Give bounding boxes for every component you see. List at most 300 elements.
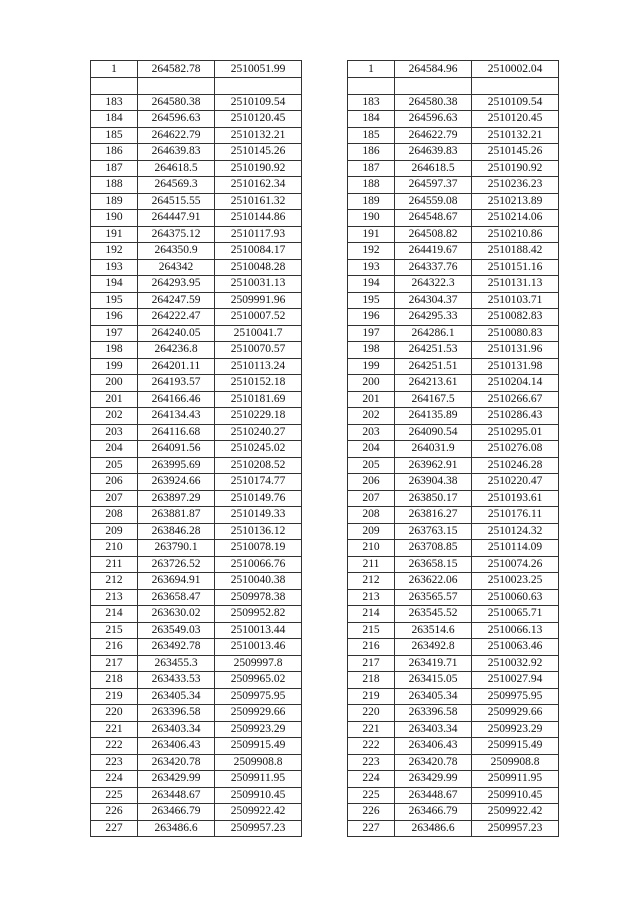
table-row [348,441,559,458]
y-coordinate-cell: 2510109.54 [215,94,302,111]
point-number-cell: 227 [348,820,395,837]
table-row [348,804,559,821]
point-number-cell: 194 [348,276,395,293]
y-coordinate-cell: 2510245.02 [215,441,302,458]
x-coordinate-cell: 264419.67 [395,243,472,260]
point-number-cell: 196 [91,309,138,326]
x-coordinate-cell: 263658.15 [395,556,472,573]
point-number-cell: 210 [91,540,138,557]
table-row [348,639,559,656]
x-coordinate-cell: 264569.3 [138,177,215,194]
y-coordinate-cell: 2510176.11 [472,507,559,524]
table-row [91,408,302,425]
table-row [348,111,559,128]
table-row [91,210,302,227]
table-row [91,490,302,507]
table-row [348,226,559,243]
point-number-cell: 214 [348,606,395,623]
blank-row [348,78,559,95]
x-coordinate-cell: 264508.82 [395,226,472,243]
y-coordinate-cell: 2510041.7 [215,325,302,342]
y-coordinate-cell: 2510161.32 [215,193,302,210]
table-row [348,705,559,722]
point-number-cell: 208 [348,507,395,524]
table-row [348,721,559,738]
y-coordinate-cell: 2510131.96 [472,342,559,359]
y-coordinate-cell: 2510048.28 [215,259,302,276]
table-row [91,655,302,672]
x-coordinate-cell: 263790.1 [138,540,215,557]
x-coordinate-cell: 264639.83 [395,144,472,161]
point-number-cell: 211 [91,556,138,573]
table-row [91,127,302,144]
x-coordinate-cell: 264247.59 [138,292,215,309]
point-number-cell: 214 [91,606,138,623]
point-number-cell: 196 [348,309,395,326]
y-coordinate-cell: 2510074.26 [472,556,559,573]
point-number-cell: 209 [91,523,138,540]
point-number-cell: 184 [91,111,138,128]
table-row [91,292,302,309]
y-coordinate-cell: 2510266.67 [472,391,559,408]
y-coordinate-cell: 2510131.13 [472,276,559,293]
x-coordinate-cell: 264515.55 [138,193,215,210]
x-coordinate-cell: 264584.96 [395,61,472,78]
point-number-cell: 223 [91,754,138,771]
table-row [348,457,559,474]
table-row [91,474,302,491]
table-row [348,342,559,359]
y-coordinate-cell: 2510082.83 [472,309,559,326]
x-coordinate-cell: 263405.34 [138,688,215,705]
point-number-cell: 212 [348,573,395,590]
table-row [91,457,302,474]
x-coordinate-cell: 263549.03 [138,622,215,639]
table-row [348,771,559,788]
point-number-cell: 213 [348,589,395,606]
table-row [91,325,302,342]
y-coordinate-cell: 2509923.29 [215,721,302,738]
table-row [91,523,302,540]
x-coordinate-cell: 263897.29 [138,490,215,507]
x-coordinate-cell: 263406.43 [395,738,472,755]
point-number-cell: 199 [348,358,395,375]
y-coordinate-cell: 2510149.33 [215,507,302,524]
x-coordinate-cell: 263514.6 [395,622,472,639]
table-row [348,787,559,804]
left-coordinate-table [90,60,302,837]
x-coordinate-cell: 264639.83 [138,144,215,161]
y-coordinate-cell: 2510040.38 [215,573,302,590]
point-number-cell: 226 [91,804,138,821]
point-number-cell: 219 [91,688,138,705]
y-coordinate-cell: 2510013.44 [215,622,302,639]
x-coordinate-cell: 263995.69 [138,457,215,474]
table-row [91,243,302,260]
x-coordinate-cell: 263486.6 [138,820,215,837]
point-number-cell: 212 [91,573,138,590]
point-number-cell: 197 [91,325,138,342]
table-row [91,177,302,194]
x-coordinate-cell: 263565.57 [395,589,472,606]
point-number-cell: 190 [348,210,395,227]
x-coordinate-cell: 264322.3 [395,276,472,293]
x-coordinate-cell: 264090.54 [395,424,472,441]
point-number-cell: 217 [348,655,395,672]
x-coordinate-cell: 264375.12 [138,226,215,243]
x-coordinate-cell: 264201.11 [138,358,215,375]
x-coordinate-cell: 264293.95 [138,276,215,293]
point-number-cell: 204 [348,441,395,458]
table-row [348,276,559,293]
y-coordinate-cell: 2509952.82 [215,606,302,623]
x-coordinate-cell: 263396.58 [138,705,215,722]
x-coordinate-cell: 263466.79 [138,804,215,821]
point-number-cell: 200 [91,375,138,392]
table-row [91,705,302,722]
x-coordinate-cell: 263763.15 [395,523,472,540]
x-coordinate-cell: 264582.78 [138,61,215,78]
point-number-cell: 186 [91,144,138,161]
table-row [348,754,559,771]
x-coordinate-cell: 264596.63 [138,111,215,128]
point-number-cell: 225 [348,787,395,804]
x-coordinate-cell: 264337.76 [395,259,472,276]
y-coordinate-cell: 2510193.61 [472,490,559,507]
y-coordinate-cell: 2510013.46 [215,639,302,656]
point-number-cell: 191 [348,226,395,243]
point-number-cell: 213 [91,589,138,606]
y-coordinate-cell: 2510063.46 [472,639,559,656]
empty-cell [395,78,472,95]
table-row [91,160,302,177]
y-coordinate-cell: 2510246.28 [472,457,559,474]
y-coordinate-cell: 2509922.42 [215,804,302,821]
x-coordinate-cell: 263486.6 [395,820,472,837]
point-number-cell: 224 [91,771,138,788]
x-coordinate-cell: 264251.51 [395,358,472,375]
x-coordinate-cell: 264031.9 [395,441,472,458]
x-coordinate-cell: 263429.99 [395,771,472,788]
point-number-cell: 197 [348,325,395,342]
point-number-cell: 192 [91,243,138,260]
y-coordinate-cell: 2510151.16 [472,259,559,276]
y-coordinate-cell: 2510002.04 [472,61,559,78]
table-row [91,441,302,458]
y-coordinate-cell: 2509922.42 [472,804,559,821]
table-row [348,573,559,590]
table-row [348,820,559,837]
x-coordinate-cell: 263492.78 [138,639,215,656]
x-coordinate-cell: 264193.57 [138,375,215,392]
point-number-cell: 183 [91,94,138,111]
y-coordinate-cell: 2510145.26 [472,144,559,161]
point-number-cell: 208 [91,507,138,524]
point-number-cell: 221 [348,721,395,738]
y-coordinate-cell: 2510240.27 [215,424,302,441]
y-coordinate-cell: 2509908.8 [215,754,302,771]
table-row [348,507,559,524]
y-coordinate-cell: 2509910.45 [472,787,559,804]
table-row [348,375,559,392]
table-row [91,375,302,392]
point-number-cell: 198 [91,342,138,359]
x-coordinate-cell: 264240.05 [138,325,215,342]
x-coordinate-cell: 263403.34 [395,721,472,738]
point-number-cell: 193 [348,259,395,276]
x-coordinate-cell: 263405.34 [395,688,472,705]
x-coordinate-cell: 264618.5 [395,160,472,177]
empty-cell [348,78,395,95]
y-coordinate-cell: 2510065.71 [472,606,559,623]
x-coordinate-cell: 263466.79 [395,804,472,821]
point-number-cell: 183 [348,94,395,111]
y-coordinate-cell: 2510181.69 [215,391,302,408]
point-number-cell: 189 [348,193,395,210]
point-number-cell: 207 [91,490,138,507]
point-number-cell: 194 [91,276,138,293]
x-coordinate-cell: 264597.37 [395,177,472,194]
empty-cell [472,78,559,95]
x-coordinate-cell: 263419.71 [395,655,472,672]
table-row [91,589,302,606]
point-number-cell: 185 [348,127,395,144]
point-number-cell: 198 [348,342,395,359]
table-row [348,408,559,425]
point-number-cell: 202 [91,408,138,425]
x-coordinate-cell: 263448.67 [138,787,215,804]
point-number-cell: 186 [348,144,395,161]
y-coordinate-cell: 2509923.29 [472,721,559,738]
x-coordinate-cell: 263904.38 [395,474,472,491]
table-row [91,787,302,804]
x-coordinate-cell: 264548.67 [395,210,472,227]
table-row [348,523,559,540]
y-coordinate-cell: 2510103.71 [472,292,559,309]
y-coordinate-cell: 2510070.57 [215,342,302,359]
x-coordinate-cell: 264622.79 [395,127,472,144]
y-coordinate-cell: 2509978.38 [215,589,302,606]
table-row [91,573,302,590]
point-number-cell: 187 [348,160,395,177]
table-row [91,342,302,359]
table-row [91,61,302,78]
table-row [348,61,559,78]
y-coordinate-cell: 2510023.25 [472,573,559,590]
y-coordinate-cell: 2510190.92 [472,160,559,177]
table-row [348,144,559,161]
y-coordinate-cell: 2510210.86 [472,226,559,243]
y-coordinate-cell: 2510132.21 [472,127,559,144]
y-coordinate-cell: 2510229.18 [215,408,302,425]
y-coordinate-cell: 2510136.12 [215,523,302,540]
y-coordinate-cell: 2510066.76 [215,556,302,573]
empty-cell [215,78,302,95]
x-coordinate-cell: 263924.66 [138,474,215,491]
y-coordinate-cell: 2509915.49 [215,738,302,755]
point-number-cell: 199 [91,358,138,375]
y-coordinate-cell: 2510131.98 [472,358,559,375]
point-number-cell: 226 [348,804,395,821]
x-coordinate-cell: 263396.58 [395,705,472,722]
point-number-cell: 218 [91,672,138,689]
table-row [348,424,559,441]
y-coordinate-cell: 2510027.94 [472,672,559,689]
x-coordinate-cell: 263846.28 [138,523,215,540]
x-coordinate-cell: 264286.1 [395,325,472,342]
x-coordinate-cell: 264350.9 [138,243,215,260]
y-coordinate-cell: 2509957.23 [215,820,302,837]
table-row [91,111,302,128]
x-coordinate-cell: 263726.52 [138,556,215,573]
point-number-cell: 224 [348,771,395,788]
x-coordinate-cell: 263406.43 [138,738,215,755]
table-row [348,738,559,755]
table-row [91,556,302,573]
point-number-cell: 1 [91,61,138,78]
y-coordinate-cell: 2509929.66 [472,705,559,722]
point-number-cell: 222 [348,738,395,755]
table-row [348,606,559,623]
table-row [91,688,302,705]
right-coordinate-table [347,60,559,837]
table-row [91,820,302,837]
y-coordinate-cell: 2510162.34 [215,177,302,194]
point-number-cell: 195 [91,292,138,309]
table-row [348,358,559,375]
y-coordinate-cell: 2509957.23 [472,820,559,837]
x-coordinate-cell: 263420.78 [395,754,472,771]
x-coordinate-cell: 264580.38 [138,94,215,111]
y-coordinate-cell: 2510120.45 [215,111,302,128]
y-coordinate-cell: 2510032.92 [472,655,559,672]
point-number-cell: 216 [91,639,138,656]
point-number-cell: 215 [91,622,138,639]
table-row [348,474,559,491]
x-coordinate-cell: 264295.33 [395,309,472,326]
x-coordinate-cell: 263455.3 [138,655,215,672]
y-coordinate-cell: 2510286.43 [472,408,559,425]
point-number-cell: 209 [348,523,395,540]
y-coordinate-cell: 2510117.93 [215,226,302,243]
table-row [91,226,302,243]
y-coordinate-cell: 2510051.99 [215,61,302,78]
point-number-cell: 190 [91,210,138,227]
y-coordinate-cell: 2510124.32 [472,523,559,540]
y-coordinate-cell: 2510152.18 [215,375,302,392]
table-row [348,672,559,689]
table-row [91,358,302,375]
table-row [348,556,559,573]
table-row [91,540,302,557]
point-number-cell: 216 [348,639,395,656]
y-coordinate-cell: 2510084.17 [215,243,302,260]
table-row [348,243,559,260]
x-coordinate-cell: 263694.91 [138,573,215,590]
table-row [348,589,559,606]
table-row [348,309,559,326]
point-number-cell: 195 [348,292,395,309]
x-coordinate-cell: 263420.78 [138,754,215,771]
x-coordinate-cell: 263415.05 [395,672,472,689]
x-coordinate-cell: 264251.53 [395,342,472,359]
left-table-body [91,61,302,837]
table-row [348,490,559,507]
point-number-cell: 215 [348,622,395,639]
table-row [91,309,302,326]
point-number-cell: 201 [348,391,395,408]
y-coordinate-cell: 2510113.24 [215,358,302,375]
x-coordinate-cell: 263816.27 [395,507,472,524]
y-coordinate-cell: 2510066.13 [472,622,559,639]
point-number-cell: 187 [91,160,138,177]
point-number-cell: 185 [91,127,138,144]
x-coordinate-cell: 264618.5 [138,160,215,177]
y-coordinate-cell: 2510144.86 [215,210,302,227]
table-row [91,639,302,656]
y-coordinate-cell: 2510080.83 [472,325,559,342]
x-coordinate-cell: 263492.8 [395,639,472,656]
table-row [91,144,302,161]
x-coordinate-cell: 263881.87 [138,507,215,524]
point-number-cell: 220 [91,705,138,722]
x-coordinate-cell: 264116.68 [138,424,215,441]
x-coordinate-cell: 263403.34 [138,721,215,738]
y-coordinate-cell: 2510188.42 [472,243,559,260]
table-row [91,94,302,111]
y-coordinate-cell: 2509965.02 [215,672,302,689]
table-row [91,507,302,524]
table-row [348,259,559,276]
x-coordinate-cell: 264222.47 [138,309,215,326]
x-coordinate-cell: 264447.91 [138,210,215,227]
y-coordinate-cell: 2510236.23 [472,177,559,194]
point-number-cell: 210 [348,540,395,557]
y-coordinate-cell: 2510204.14 [472,375,559,392]
y-coordinate-cell: 2509910.45 [215,787,302,804]
point-number-cell: 221 [91,721,138,738]
x-coordinate-cell: 264091.56 [138,441,215,458]
y-coordinate-cell: 2510007.52 [215,309,302,326]
y-coordinate-cell: 2510031.13 [215,276,302,293]
table-row [348,655,559,672]
x-coordinate-cell: 264166.46 [138,391,215,408]
y-coordinate-cell: 2510208.52 [215,457,302,474]
x-coordinate-cell: 264134.43 [138,408,215,425]
blank-row [91,78,302,95]
x-coordinate-cell: 263630.02 [138,606,215,623]
point-number-cell: 225 [91,787,138,804]
point-number-cell: 217 [91,655,138,672]
point-number-cell: 203 [91,424,138,441]
table-row [348,177,559,194]
y-coordinate-cell: 2510174.77 [215,474,302,491]
y-coordinate-cell: 2510220.47 [472,474,559,491]
y-coordinate-cell: 2510060.63 [472,589,559,606]
x-coordinate-cell: 263962.91 [395,457,472,474]
point-number-cell: 220 [348,705,395,722]
y-coordinate-cell: 2509997.8 [215,655,302,672]
point-number-cell: 227 [91,820,138,837]
y-coordinate-cell: 2509929.66 [215,705,302,722]
y-coordinate-cell: 2510078.19 [215,540,302,557]
point-number-cell: 202 [348,408,395,425]
y-coordinate-cell: 2510295.01 [472,424,559,441]
point-number-cell: 206 [91,474,138,491]
table-row [348,210,559,227]
x-coordinate-cell: 264167.5 [395,391,472,408]
point-number-cell: 219 [348,688,395,705]
